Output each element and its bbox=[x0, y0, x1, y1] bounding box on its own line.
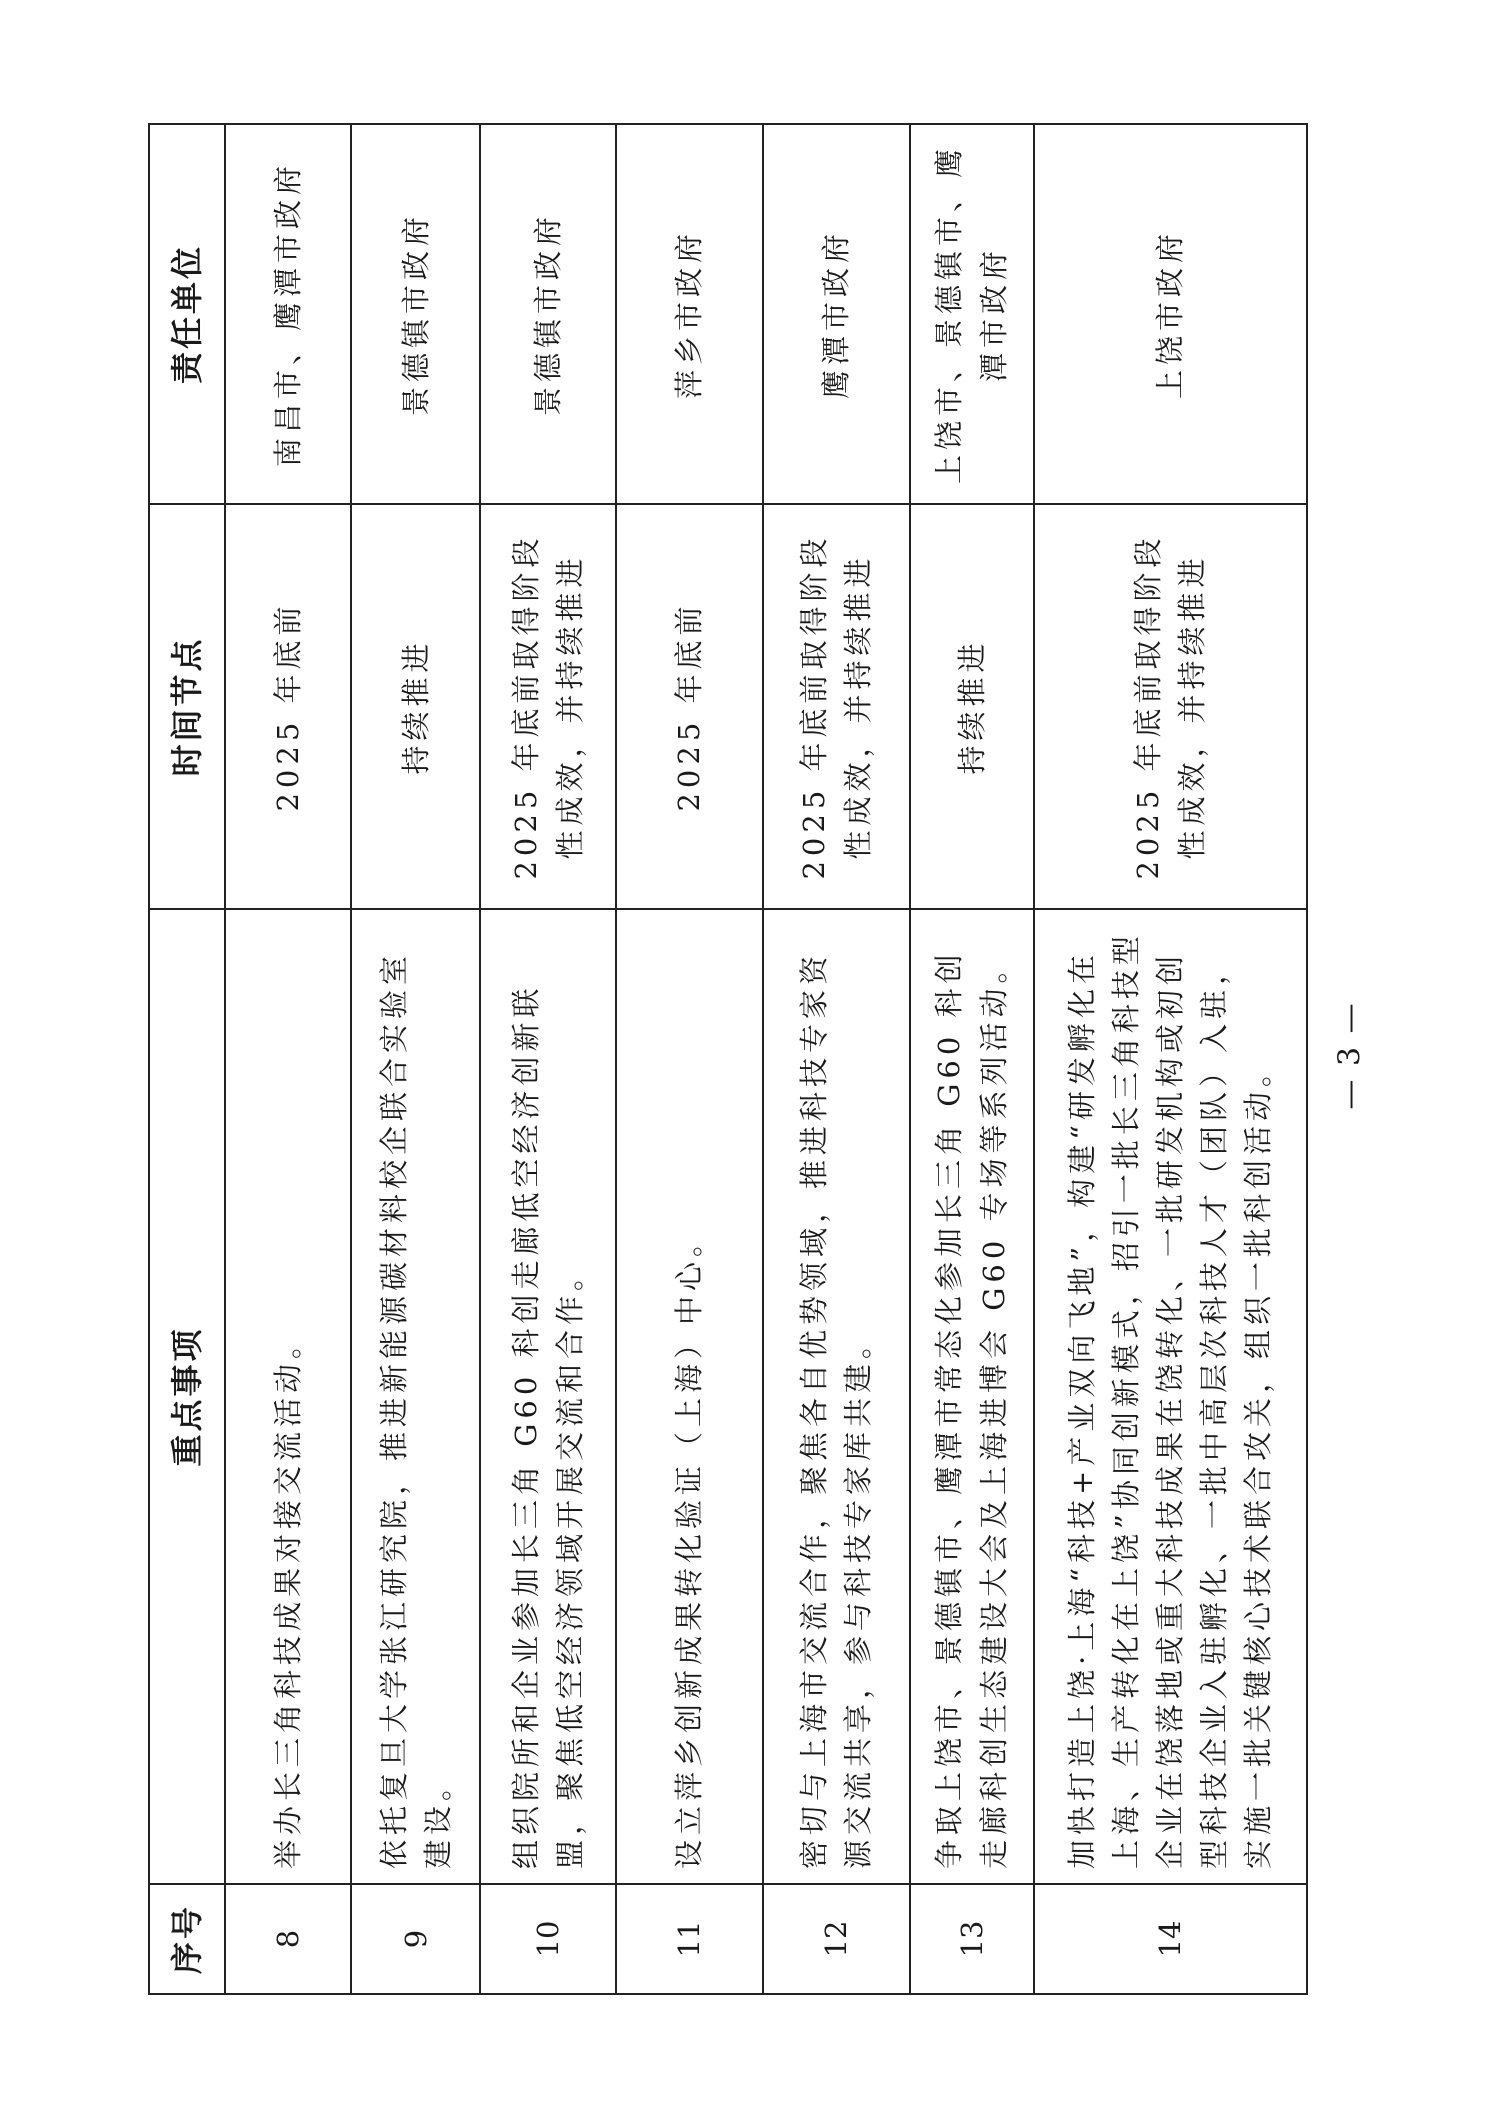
row-item: 组织院所和企业参加长三角 G60 科创走廊低空经济创新联盟，聚焦低空经济领域开展交流和合作。 bbox=[480, 909, 616, 1884]
row-time: 2025 年底前取得阶段性成效，并持续推进 bbox=[1034, 504, 1307, 909]
table-row bbox=[225, 124, 351, 1994]
row-unit: 萍乡市政府 bbox=[616, 124, 763, 504]
table-row bbox=[480, 124, 616, 1994]
header-time: 时间节点 bbox=[149, 504, 225, 909]
table-row bbox=[351, 124, 480, 1994]
row-seq: 10 bbox=[480, 1884, 616, 1994]
row-seq: 13 bbox=[910, 1884, 1034, 1994]
table-row bbox=[616, 124, 763, 1994]
row-seq: 14 bbox=[1034, 1884, 1307, 1994]
row-time: 2025 年底前取得阶段性成效，并持续推进 bbox=[763, 504, 910, 909]
row-time: 2025 年底前取得阶段性成效，并持续推进 bbox=[480, 504, 616, 909]
row-item: 依托复旦大学张江研究院，推进新能源碳材料校企联合实验室建设。 bbox=[351, 909, 480, 1884]
table-row bbox=[763, 124, 910, 1994]
row-time: 2025 年底前 bbox=[225, 504, 351, 909]
row-unit: 鹰潭市政府 bbox=[763, 124, 910, 504]
row-item: 设立萍乡创新成果转化验证（上海）中心。 bbox=[616, 909, 763, 1884]
header-item: 重点事项 bbox=[149, 909, 225, 1884]
row-item: 争取上饶市、景德镇市、鹰潭市常态化参加长三角 G60 科创走廊科创生态建设大会及上海进博会 G60 专场等系列活动。 bbox=[910, 909, 1034, 1884]
row-unit: 景德镇市政府 bbox=[480, 124, 616, 504]
row-unit: 南昌市、鹰潭市政府 bbox=[225, 124, 351, 504]
row-seq: 8 bbox=[225, 1884, 351, 1994]
row-time: 2025 年底前 bbox=[616, 504, 763, 909]
header-seq: 序号 bbox=[149, 1884, 225, 1994]
rotated-page-content bbox=[148, 125, 1308, 1995]
row-time: 持续推进 bbox=[910, 504, 1034, 909]
row-time: 持续推进 bbox=[351, 504, 480, 909]
table-header-row bbox=[149, 124, 225, 1994]
row-item: 加快打造上饶·上海“科技+产业双向飞地”，构建“研发孵化在上海、生产转化在上饶”协同创新模式，招引一批长三角科技型企业在饶落地或重大科技成果在饶转化、一批研发机构或初创型科技企业入驻孵化、一批中高层次科技人才（团队）入驻，实施一批关键核心技术联合攻关，组织一批科创活动。 bbox=[1034, 909, 1307, 1884]
row-unit: 上饶市、景德镇市、鹰潭市政府 bbox=[910, 124, 1034, 504]
key-tasks-table bbox=[148, 123, 1308, 1995]
table-row bbox=[910, 124, 1034, 1994]
header-unit: 责任单位 bbox=[149, 124, 225, 504]
row-item: 举办长三角科技成果对接交流活动。 bbox=[225, 909, 351, 1884]
row-unit: 景德镇市政府 bbox=[351, 124, 480, 504]
page-number bbox=[1320, 1000, 1380, 1110]
row-seq: 11 bbox=[616, 1884, 763, 1994]
table-row bbox=[1034, 124, 1307, 1994]
row-item: 密切与上海市交流合作，聚焦各自优势领域，推进科技专家资源交流共享，参与科技专家库共建。 bbox=[763, 909, 910, 1884]
row-seq: 12 bbox=[763, 1884, 910, 1994]
row-seq: 9 bbox=[351, 1884, 480, 1994]
row-unit: 上饶市政府 bbox=[1034, 124, 1307, 504]
page-number-text: — 3 — bbox=[1332, 1000, 1368, 1110]
